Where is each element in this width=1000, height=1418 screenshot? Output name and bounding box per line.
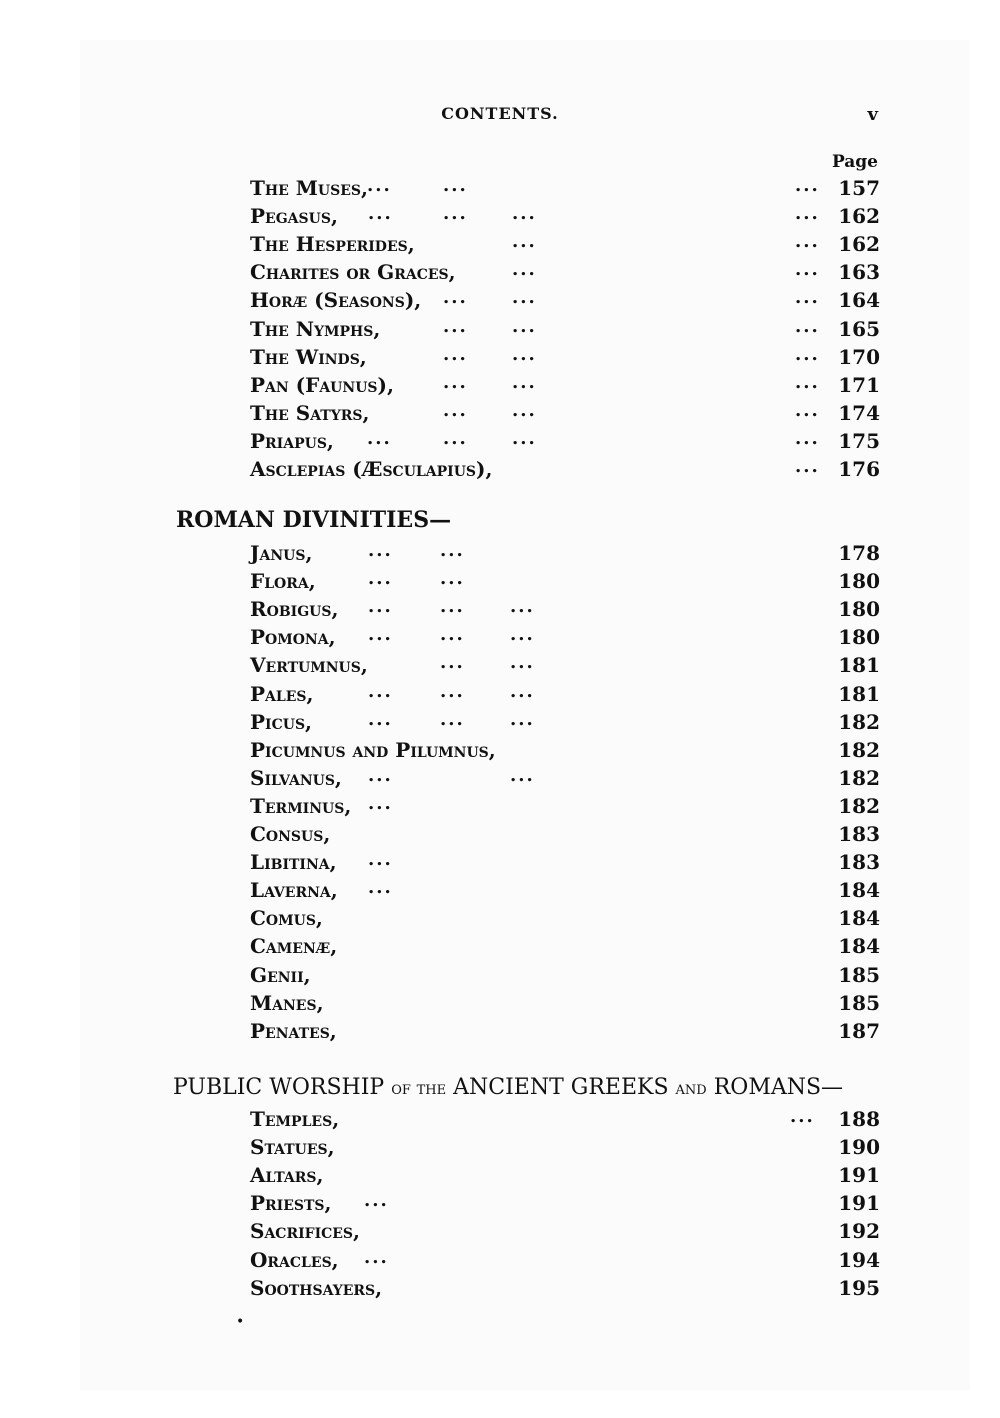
toc-entry: [250, 315, 880, 343]
leader-dots: ...: [510, 764, 535, 786]
heading-part: PUBLIC WORSHIP: [173, 1075, 385, 1100]
entry-page-number: 165: [838, 316, 880, 341]
entry-page-number: 188: [838, 1107, 880, 1131]
entry-page-number: 185: [838, 962, 880, 987]
entry-title: Libitina,: [250, 850, 337, 875]
leader-dots: ...: [510, 680, 535, 702]
leader-dots: ...: [443, 427, 468, 449]
entry-title: Terminus,: [250, 793, 352, 818]
entry-page-number: 195: [838, 1275, 880, 1300]
toc-entry: [250, 623, 880, 651]
toc-entry: [250, 792, 880, 820]
entry-title: Picus,: [250, 709, 313, 734]
toc-entry: [250, 258, 880, 286]
heading-part: and: [675, 1078, 707, 1099]
entry-page-number: 183: [838, 822, 880, 846]
section-heading-worship: [173, 1074, 843, 1103]
entry-page-number: 171: [838, 372, 880, 397]
entry-title: Silvanus,: [250, 765, 342, 790]
toc-entry: [250, 539, 880, 567]
toc-entry: [250, 595, 880, 623]
entry-title: Manes,: [250, 990, 324, 1015]
toc-entry: [250, 1189, 880, 1217]
entry-title: Oracles,: [250, 1247, 339, 1272]
leader-dots: ...: [368, 624, 393, 646]
leader-dots: ...: [795, 287, 820, 309]
entry-title: Comus,: [250, 906, 323, 931]
toc-entry: [250, 399, 880, 427]
entry-title: Pales,: [250, 681, 314, 706]
leader-dots: ...: [440, 596, 465, 618]
leader-dots: ...: [512, 287, 537, 309]
entry-title: The Winds,: [250, 344, 367, 369]
entry-title: Camenæ,: [250, 934, 338, 959]
entry-page-number: 163: [838, 260, 880, 285]
entry-page-number: 162: [838, 232, 880, 257]
leader-dots: ...: [795, 231, 820, 253]
leader-dots: ...: [510, 596, 535, 618]
leader-dots: ...: [368, 849, 393, 871]
toc-entry: [250, 820, 880, 848]
entry-page-number: 184: [838, 906, 880, 931]
entry-title: Janus,: [250, 541, 313, 565]
entry-title: Priests,: [250, 1191, 332, 1216]
leader-dots: ...: [795, 203, 820, 225]
leader-dots: ...: [795, 371, 820, 393]
leader-dots: ...: [440, 568, 465, 590]
leader-dots: ...: [443, 343, 468, 365]
entry-title: The Satyrs,: [250, 400, 370, 425]
toc-entry: [250, 1274, 880, 1302]
toc-entry: [250, 567, 880, 595]
entry-page-number: 182: [838, 737, 880, 762]
leader-dots: ...: [364, 1190, 389, 1212]
leader-dots: ...: [368, 792, 393, 814]
toc-entry: [250, 455, 880, 483]
toc-entry: [250, 230, 880, 258]
leader-dots: ...: [368, 540, 393, 561]
entry-page-number: 190: [838, 1135, 880, 1160]
leader-dots: ...: [440, 540, 465, 561]
leader-dots: ...: [440, 624, 465, 646]
entry-page-number: 182: [838, 765, 880, 790]
toc-entry: [250, 651, 880, 679]
leader-dots: ...: [367, 175, 392, 196]
toc-entry: [250, 932, 880, 960]
entry-page-number: 164: [838, 288, 880, 313]
leader-dots: ...: [440, 680, 465, 702]
leader-dots: ...: [368, 203, 393, 225]
leader-dots: ...: [443, 175, 468, 196]
leader-dots: ...: [368, 568, 393, 590]
toc-entry: [250, 764, 880, 792]
entry-title: The Nymphs,: [250, 316, 381, 341]
toc-entry: [250, 1105, 880, 1133]
entry-page-number: 176: [838, 457, 880, 481]
entry-page-number: 192: [838, 1219, 880, 1244]
toc-entry: [250, 961, 880, 989]
entry-title: Penates,: [250, 1018, 337, 1043]
leader-dots: ...: [795, 315, 820, 337]
leader-dots: ...: [512, 343, 537, 365]
entry-title: The Muses,: [250, 176, 368, 200]
leader-dots: ...: [512, 203, 537, 225]
entry-page-number: 191: [838, 1191, 880, 1216]
entry-title: Vertumnus,: [250, 653, 368, 678]
toc-entry: [250, 174, 880, 202]
entry-page-number: 174: [838, 400, 880, 425]
stray-mark: •: [236, 1314, 245, 1330]
entry-page-number: 180: [838, 569, 880, 594]
leader-dots: ...: [443, 399, 468, 421]
entry-title: Robigus,: [250, 597, 339, 622]
entry-title: Priapus,: [250, 428, 334, 453]
entry-page-number: 170: [838, 344, 880, 369]
heading-part: ROMANS—: [713, 1075, 844, 1100]
entry-page-number: 194: [838, 1247, 880, 1272]
toc-entry: [250, 736, 880, 764]
entry-page-number: 191: [838, 1163, 880, 1188]
leader-dots: ...: [510, 708, 535, 730]
leader-dots: ...: [443, 287, 468, 309]
toc-entry: [250, 1017, 880, 1045]
leader-dots: ...: [512, 315, 537, 337]
leader-dots: ...: [368, 708, 393, 730]
leader-dots: ...: [512, 427, 537, 449]
entry-title: Asclepias (Æsculapius),: [250, 457, 493, 481]
entry-title: Sacrifices,: [250, 1219, 361, 1244]
leader-dots: ...: [510, 652, 535, 674]
leader-dots: ...: [443, 371, 468, 393]
running-header: CONTENTS.: [441, 104, 559, 123]
entry-title: Temples,: [250, 1107, 340, 1131]
leader-dots: ...: [512, 231, 537, 253]
toc-entry: [250, 904, 880, 932]
leader-dots: ...: [790, 1106, 815, 1127]
entry-title: Altars,: [250, 1163, 324, 1188]
entry-page-number: 182: [838, 709, 880, 734]
toc-entry: [250, 286, 880, 314]
leader-dots: ...: [367, 427, 392, 449]
toc-entry: [250, 1133, 880, 1161]
page-number-roman: v: [867, 104, 878, 125]
entry-page-number: 180: [838, 625, 880, 650]
entry-page-number: 157: [838, 176, 880, 200]
heading-part: of the: [391, 1078, 447, 1099]
toc-entry: [250, 989, 880, 1017]
entry-page-number: 178: [838, 541, 880, 565]
entry-page-number: 181: [838, 681, 880, 706]
leader-dots: ...: [443, 203, 468, 225]
toc-entry: [250, 371, 880, 399]
entry-page-number: 180: [838, 597, 880, 622]
entry-title: Charites or Graces,: [250, 260, 456, 285]
heading-part: ANCIENT GREEKS: [453, 1075, 669, 1100]
entry-title: Picumnus and Pilumnus,: [250, 737, 496, 762]
leader-dots: ...: [795, 343, 820, 365]
leader-dots: ...: [443, 315, 468, 337]
leader-dots: ...: [795, 427, 820, 449]
leader-dots: ...: [512, 371, 537, 393]
leader-dots: ...: [440, 708, 465, 730]
toc-entry: [250, 1217, 880, 1245]
toc-entry: [250, 876, 880, 904]
entry-page-number: 184: [838, 878, 880, 903]
entry-page-number: 187: [838, 1018, 880, 1043]
entry-title: Laverna,: [250, 878, 338, 903]
entry-title: Pan (Faunus),: [250, 372, 394, 397]
entry-title: Flora,: [250, 569, 316, 594]
toc-entry: [250, 427, 880, 455]
leader-dots: ...: [440, 652, 465, 674]
toc-entry: [250, 1161, 880, 1189]
entry-title: Genii,: [250, 962, 311, 987]
entry-page-number: 162: [838, 204, 880, 229]
entry-title: Pegasus,: [250, 204, 338, 229]
leader-dots: ...: [368, 680, 393, 702]
entry-title: The Hesperides,: [250, 232, 415, 257]
toc-entry: [250, 343, 880, 371]
section-heading-roman: ROMAN DIVINITIES—: [176, 507, 452, 533]
leader-dots: ...: [795, 259, 820, 281]
entry-title: Consus,: [250, 822, 331, 846]
leader-dots: ...: [368, 596, 393, 618]
leader-dots: ...: [510, 624, 535, 646]
entry-page-number: 181: [838, 653, 880, 678]
leader-dots: ...: [795, 399, 820, 421]
leader-dots: ...: [368, 877, 393, 899]
leader-dots: ...: [364, 1246, 389, 1268]
toc-entry: [250, 202, 880, 230]
leader-dots: ...: [512, 399, 537, 421]
page-column-label: Page: [831, 152, 878, 172]
leader-dots: ...: [795, 175, 820, 196]
entry-page-number: 175: [838, 428, 880, 453]
entry-title: Pomona,: [250, 625, 336, 650]
entry-page-number: 183: [838, 850, 880, 875]
entry-page-number: 182: [838, 793, 880, 818]
entry-page-number: 184: [838, 934, 880, 959]
toc-entry: [250, 708, 880, 736]
leader-dots: ...: [368, 764, 393, 786]
toc-entry: [250, 680, 880, 708]
leader-dots: ...: [795, 456, 820, 477]
entry-page-number: 185: [838, 990, 880, 1015]
leader-dots: ...: [512, 259, 537, 281]
entry-title: Horæ (Seasons),: [250, 288, 422, 313]
toc-entry: [250, 848, 880, 876]
entry-title: Soothsayers,: [250, 1275, 383, 1300]
toc-entry: [250, 1246, 880, 1274]
entry-title: Statues,: [250, 1135, 335, 1160]
